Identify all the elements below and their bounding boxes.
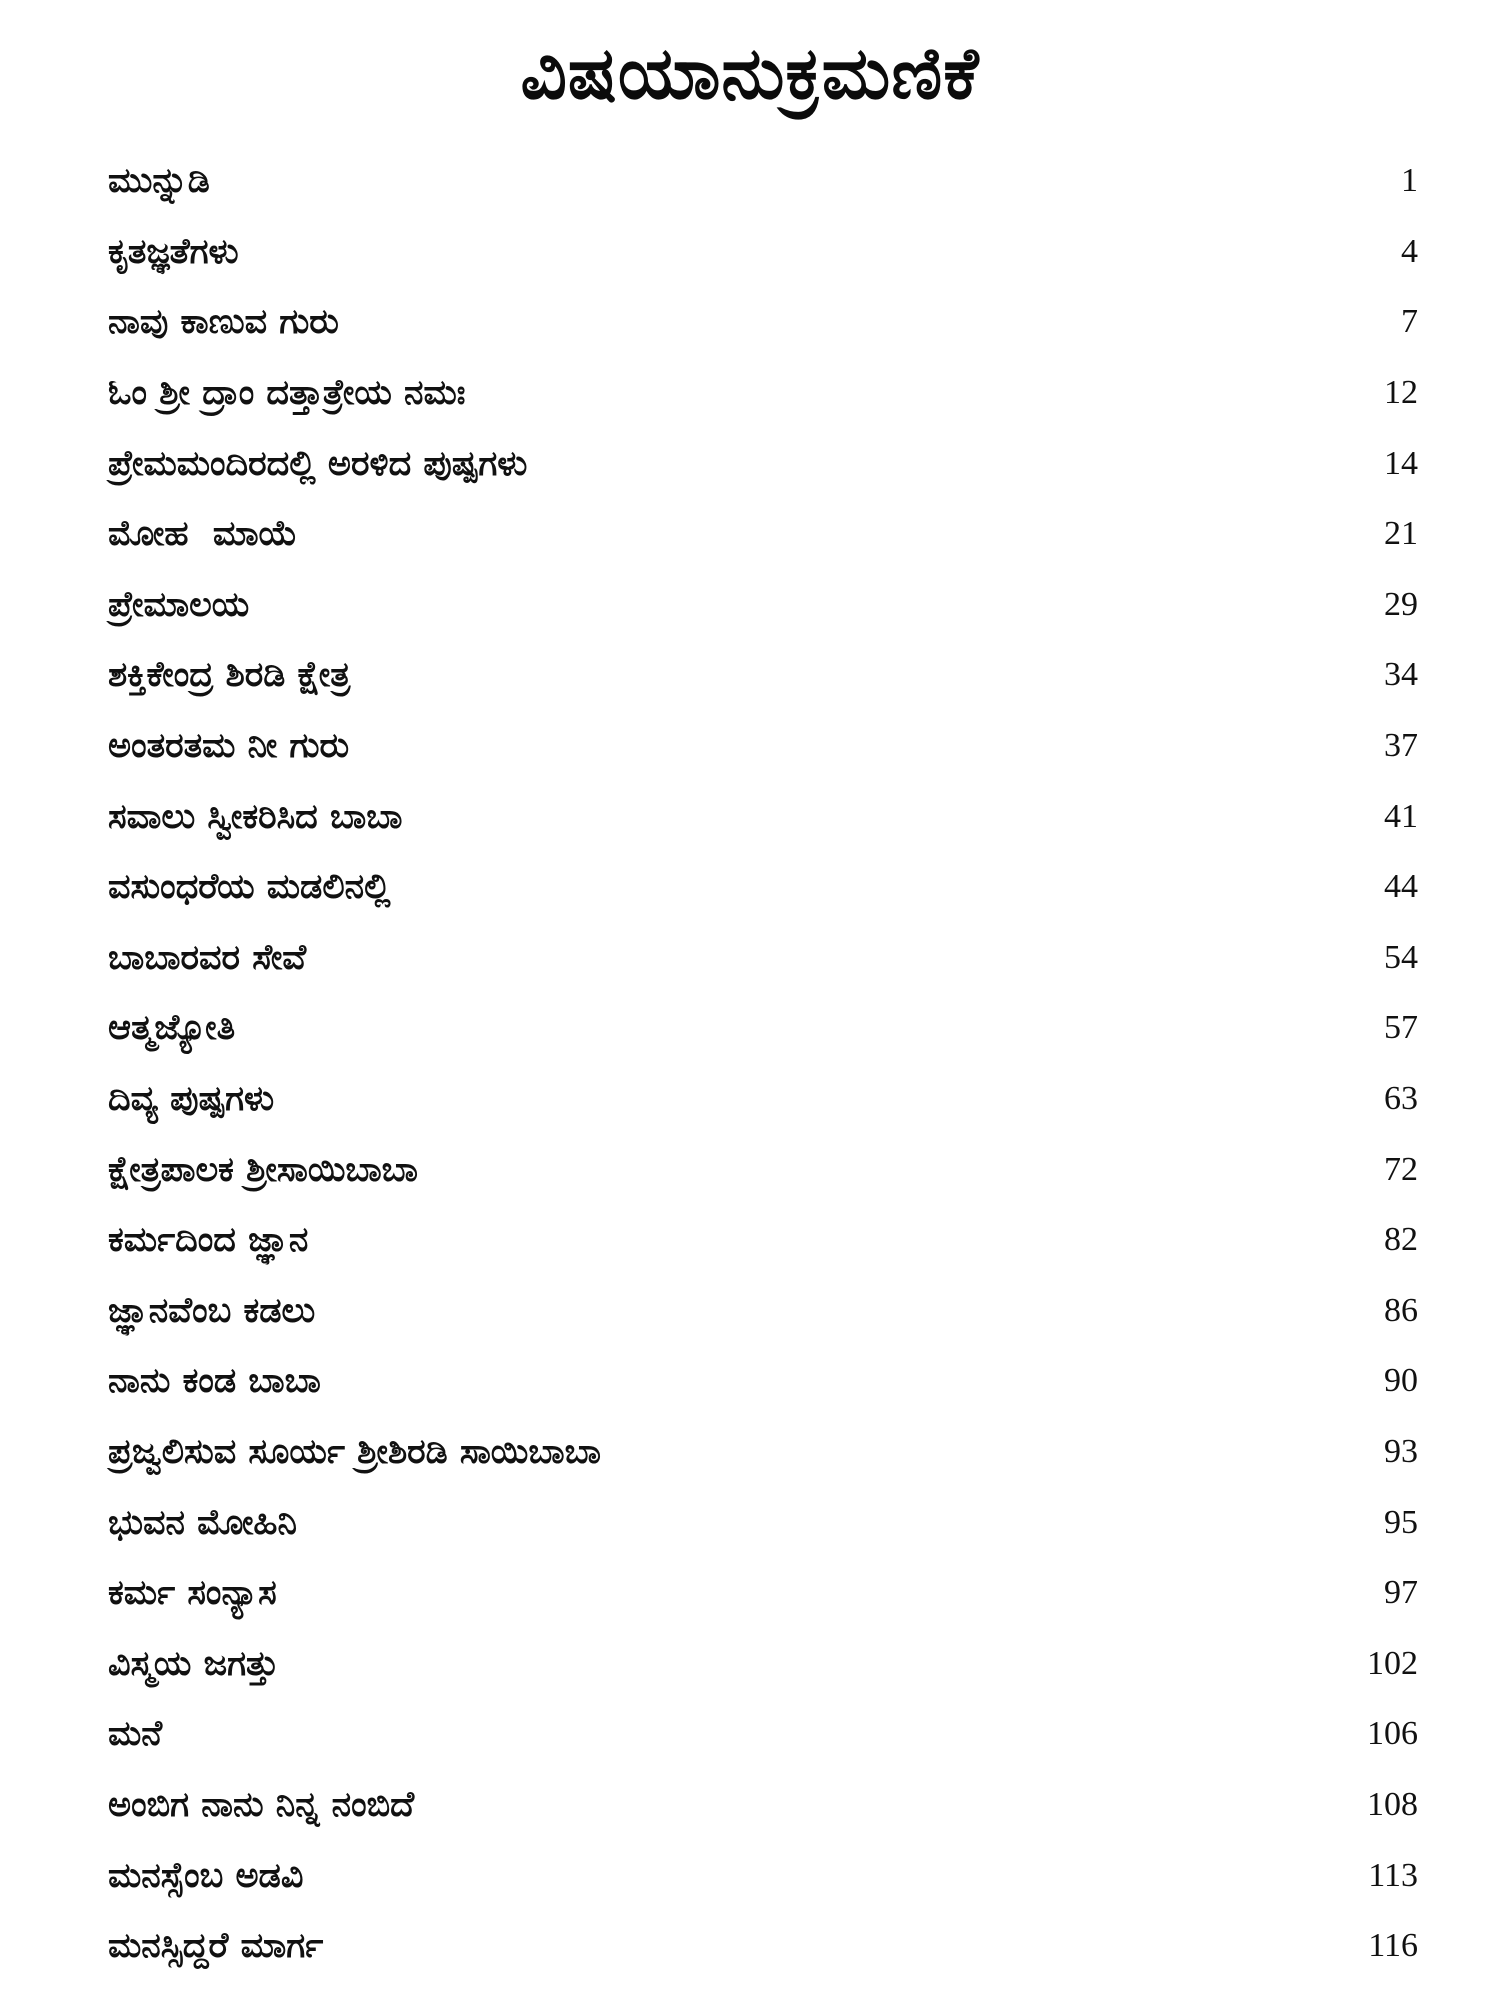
toc-entry-page-number: 29 xyxy=(1384,585,1418,623)
toc-entry-title: ಮುನ್ನುಡಿ xyxy=(108,161,210,202)
toc-entry xyxy=(108,287,1418,358)
toc-entry xyxy=(108,1417,1418,1488)
toc-entry-title: ಸವಾಲು ಸ್ವೀಕರಿಸಿದ ಬಾಬಾ xyxy=(108,796,403,837)
toc-entry-page-number: 37 xyxy=(1384,727,1418,765)
toc-entry xyxy=(108,1911,1418,1982)
toc-entry-page-number: 63 xyxy=(1384,1080,1418,1118)
toc-entry-title: ಮನಸ್ಸಿದ್ದರೆ ಮಾರ್ಗ xyxy=(108,1926,324,1967)
toc-entry-page-number: 106 xyxy=(1367,1715,1418,1753)
toc-entry-title: ಆತ್ಮಜ್ಯೋತಿ xyxy=(108,1008,236,1049)
toc-entry-page-number: 34 xyxy=(1384,656,1418,694)
toc-entry xyxy=(108,499,1418,570)
toc-entry-title: ಪ್ರಜ್ವಲಿಸುವ ಸೂರ್ಯ ಶ್ರೀಶಿರಡಿ ಸಾಯಿಬಾಬಾ xyxy=(108,1431,601,1472)
toc-entry xyxy=(108,1628,1418,1699)
toc-entry-page-number: 97 xyxy=(1384,1574,1418,1612)
toc-entry-title: ಕರ್ಮದಿಂದ ಜ್ಞಾನ xyxy=(108,1220,309,1261)
toc-entry-title: ಕೃತಜ್ಞತೆಗಳು xyxy=(108,231,239,272)
toc-entry-title: ವಿಸ್ಮಯ ಜಗತ್ತು xyxy=(108,1643,279,1684)
toc-entry-title: ಶಕ್ತಿಕೇಂದ್ರ ಶಿರಡಿ ಕ್ಷೇತ್ರ xyxy=(108,655,351,696)
toc-entry-page-number: 108 xyxy=(1367,1785,1418,1823)
toc-entry xyxy=(108,711,1418,782)
toc-entry-page-number: 7 xyxy=(1401,303,1418,341)
toc-entry-page-number: 12 xyxy=(1384,374,1418,412)
toc-entry-page-number: 1 xyxy=(1401,162,1418,200)
toc-entry-page-number: 4 xyxy=(1401,232,1418,270)
toc-entry xyxy=(108,1487,1418,1558)
toc-entry-title: ವಸುಂಧರೆಯ ಮಡಲಿನಲ್ಲಿ xyxy=(108,867,391,908)
page-title: ವಿಷಯಾನುಕ್ರಮಣಿಕೆ xyxy=(520,31,980,115)
table-of-contents xyxy=(108,146,1418,1981)
toc-entry-page-number: 86 xyxy=(1384,1291,1418,1329)
toc-entry-page-number: 14 xyxy=(1384,444,1418,482)
toc-entry-page-number: 102 xyxy=(1367,1644,1418,1682)
toc-entry-title: ನಾನು ಕಂಡ ಬಾಬಾ xyxy=(108,1361,321,1402)
toc-entry-title: ನಾವು ಕಾಣುವ ಗುರು xyxy=(108,302,339,343)
toc-entry-title: ಭುವನ ಮೋಹಿನಿ xyxy=(108,1502,297,1543)
toc-entry-title: ಕ್ಷೇತ್ರಪಾಲಕ ಶ್ರೀಸಾಯಿಬಾಬಾ xyxy=(108,1149,418,1190)
toc-entry-page-number: 57 xyxy=(1384,1009,1418,1047)
toc-entry-page-number: 41 xyxy=(1384,797,1418,835)
toc-entry-page-number: 116 xyxy=(1368,1927,1418,1965)
toc-entry-title: ಮನಸ್ಸೆಂಬ ಅಡವಿ xyxy=(108,1855,304,1896)
toc-entry-page-number: 21 xyxy=(1384,515,1418,553)
toc-entry-title: ಓಂ ಶ್ರೀ ದ್ರಾಂ ದತ್ತಾತ್ರೇಯ ನಮಃ xyxy=(108,373,466,414)
toc-entry xyxy=(108,1346,1418,1417)
toc-entry-title: ಅಂಬಿಗ ನಾನು ನಿನ್ನ ನಂಬಿದೆ xyxy=(108,1784,415,1825)
toc-entry xyxy=(108,1558,1418,1629)
toc-entry xyxy=(108,640,1418,711)
toc-entry-page-number: 93 xyxy=(1384,1432,1418,1470)
toc-entry-title: ಕರ್ಮ ಸಂನ್ಯಾಸ xyxy=(108,1573,277,1614)
toc-entry xyxy=(108,1770,1418,1841)
toc-entry xyxy=(108,1134,1418,1205)
toc-entry-title: ಪ್ರೇಮಾಲಯ xyxy=(108,584,250,625)
toc-entry-title: ಜ್ಞಾನವೆಂಬ ಕಡಲು xyxy=(108,1290,316,1331)
toc-entry xyxy=(108,1205,1418,1276)
toc-entry-page-number: 82 xyxy=(1384,1221,1418,1259)
toc-entry-title: ಅಂತರತಮ ನೀ ಗುರು xyxy=(108,726,350,767)
toc-entry-title: ಮೋಹ ಮಾಯೆ xyxy=(108,514,298,555)
toc-entry xyxy=(108,1840,1418,1911)
toc-entry xyxy=(108,146,1418,217)
toc-entry xyxy=(108,1276,1418,1347)
toc-entry xyxy=(108,358,1418,429)
toc-entry-page-number: 44 xyxy=(1384,868,1418,906)
toc-entry-page-number: 95 xyxy=(1384,1503,1418,1541)
toc-entry-page-number: 90 xyxy=(1384,1362,1418,1400)
toc-entry-page-number: 113 xyxy=(1368,1856,1418,1894)
toc-entry xyxy=(108,428,1418,499)
toc-entry xyxy=(108,923,1418,994)
toc-entry-page-number: 54 xyxy=(1384,938,1418,976)
toc-entry xyxy=(108,1699,1418,1770)
toc-entry-page-number: 72 xyxy=(1384,1150,1418,1188)
toc-entry-title: ಮನೆ xyxy=(108,1714,163,1755)
toc-entry xyxy=(108,1064,1418,1135)
toc-entry xyxy=(108,993,1418,1064)
toc-entry xyxy=(108,570,1418,641)
toc-entry xyxy=(108,217,1418,288)
toc-entry xyxy=(108,781,1418,852)
toc-entry-title: ಬಾಬಾರವರ ಸೇವೆ xyxy=(108,937,307,978)
toc-entry-title: ದಿವ್ಯ ಪುಷ್ಪಗಳು xyxy=(108,1079,275,1120)
toc-entry-title: ಪ್ರೇಮಮಂದಿರದಲ್ಲಿ ಅರಳಿದ ಪುಷ್ಪಗಳು xyxy=(108,443,528,484)
toc-entry xyxy=(108,852,1418,923)
